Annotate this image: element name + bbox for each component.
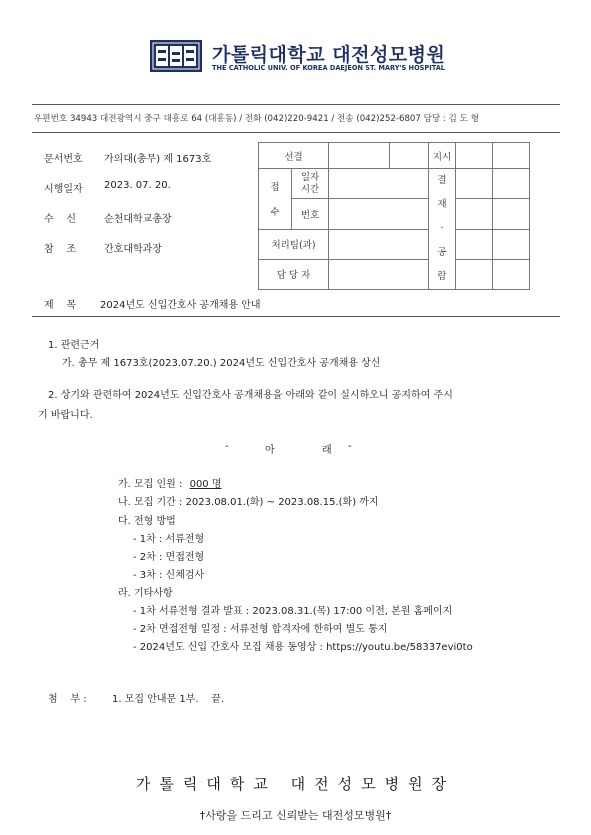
hospital-motto: †사랑을 드리고 신뢰받는 대전성모병원† [199,809,392,822]
grid-blank [493,169,530,199]
grid-jae: 재 [437,199,447,210]
da3-line: - 3차 : 신체검사 [133,570,205,581]
grid-ilja: 일자 [300,171,320,183]
grid-blank [456,199,493,229]
address-line: 우편번호 34943 대전광역시 중구 대흥로 64 (대흥동) / 전화 (042)220-9421 / 전송 (042)252-6807 담당 : 김 도 형 [34,114,479,124]
arae-dash-left: - [225,441,229,452]
signing-authority: 가톨릭대학교 대전성모병원장 [135,775,456,793]
hospital-logo [150,40,202,72]
da-line: 다. 전형 방법 [118,516,176,527]
grid-blank [329,229,429,259]
grid-jeop-su [259,169,292,230]
item2-line1: 2. 상기와 관련하여 2024년도 신입간호사 공개채용을 아래와 같이 실시하오니 공지하여 주시 [48,390,453,401]
approval-grid [258,142,530,290]
attachment-label: 첨 부 : [48,694,87,705]
ra1-line: - 1차 서류전형 결과 발표 : 2023.08.31.(목) 17:00 이전, 본원 홈페이지 [133,606,453,617]
header-divider-top [32,104,560,105]
item1-heading: 1. 관련근거 [48,340,100,351]
arae-dash-right: - [348,441,352,452]
grid-blank [456,143,493,169]
grid-blank [493,199,530,229]
da2-line: - 2차 : 면접전형 [133,552,205,563]
item2-line2: 기 바랍니다. [38,410,93,421]
ra3-line: - 2024년도 신입 간호사 모집 채용 동영상 : https://youtu.be/58337evi0to [133,642,473,653]
grid-sigan: 시간 [300,183,320,195]
da1-line: - 1차 : 서류전형 [133,534,205,545]
grid-ram: 람 [437,271,447,282]
arae-rae: 래 [322,445,332,456]
grid-jeop: 접 [270,182,280,194]
grid-blank [456,169,493,199]
ra-line: 라. 기타사항 [118,588,173,599]
grid-blank [456,259,493,289]
ga-line [118,475,222,490]
grid-blank [329,169,429,199]
grid-blank [329,259,429,289]
grid-cheoriteam: 처리팀(과) [259,229,329,259]
grid-ilja-sigan [292,169,329,199]
recipient-label: 수 신 [44,214,77,225]
grid-sungyeol: 선결 [259,143,329,169]
grid-blank [390,143,429,169]
grid-blank [493,229,530,259]
na-line: 나. 모집 기간 : 2023.08.01.(화) ~ 2023.08.15.(화) 까지 [118,497,379,508]
grid-blank [329,199,429,229]
header-divider-bottom [32,132,560,133]
hospital-logo-icon [150,40,202,72]
item1-sub: 가. 총무 제 1673호(2023.07.20.) 2024년도 신입간호사 공개채용 상신 [62,358,381,369]
grid-gyeoljae-gongram [429,169,456,290]
attachment-value: 1. 모집 안내문 1부. 끝. [112,694,225,705]
subject-value: 2024년도 신입간호사 공개채용 안내 [100,300,261,311]
org-name-english: THE CATHOLIC UNIV. OF KOREA DAEJEON ST. MARY'S HOSPITAL [212,64,446,72]
grid-blank [329,143,390,169]
grid-damdangja: 담 당 자 [259,259,329,289]
subject-divider [32,316,560,317]
grid-dot: · [440,223,444,234]
reference-label: 참 조 [44,244,77,255]
grid-gong: 공 [437,247,447,258]
recipient-value: 순천대학교총장 [104,214,172,225]
date-value: 2023. 07. 20. [104,180,171,191]
arae-a: 아 [265,445,275,456]
grid-jisi: 지시 [429,143,456,169]
org-name-korean: 가톨릭대학교 대전성모병원 [212,44,446,66]
grid-blank [456,229,493,259]
grid-su: 수 [270,207,280,219]
grid-beonho: 번호 [292,199,329,229]
reference-value: 간호대학과장 [104,244,162,255]
date-label: 시행일자 [44,184,83,195]
ga-value: 000 명 [189,479,222,490]
subject-label: 제 목 [44,300,77,311]
grid-blank [493,259,530,289]
ra2-line: - 2차 면접전형 일정 : 서류전형 합격자에 한하여 별도 통지 [133,624,388,635]
grid-gyeol: 결 [437,175,447,186]
doc-no-label: 문서번호 [44,154,83,165]
grid-blank [493,143,530,169]
doc-no-value: 가의대(총무) 제 1673호 [104,154,212,165]
ga-prefix: 가. 모집 인원 : [118,479,183,490]
